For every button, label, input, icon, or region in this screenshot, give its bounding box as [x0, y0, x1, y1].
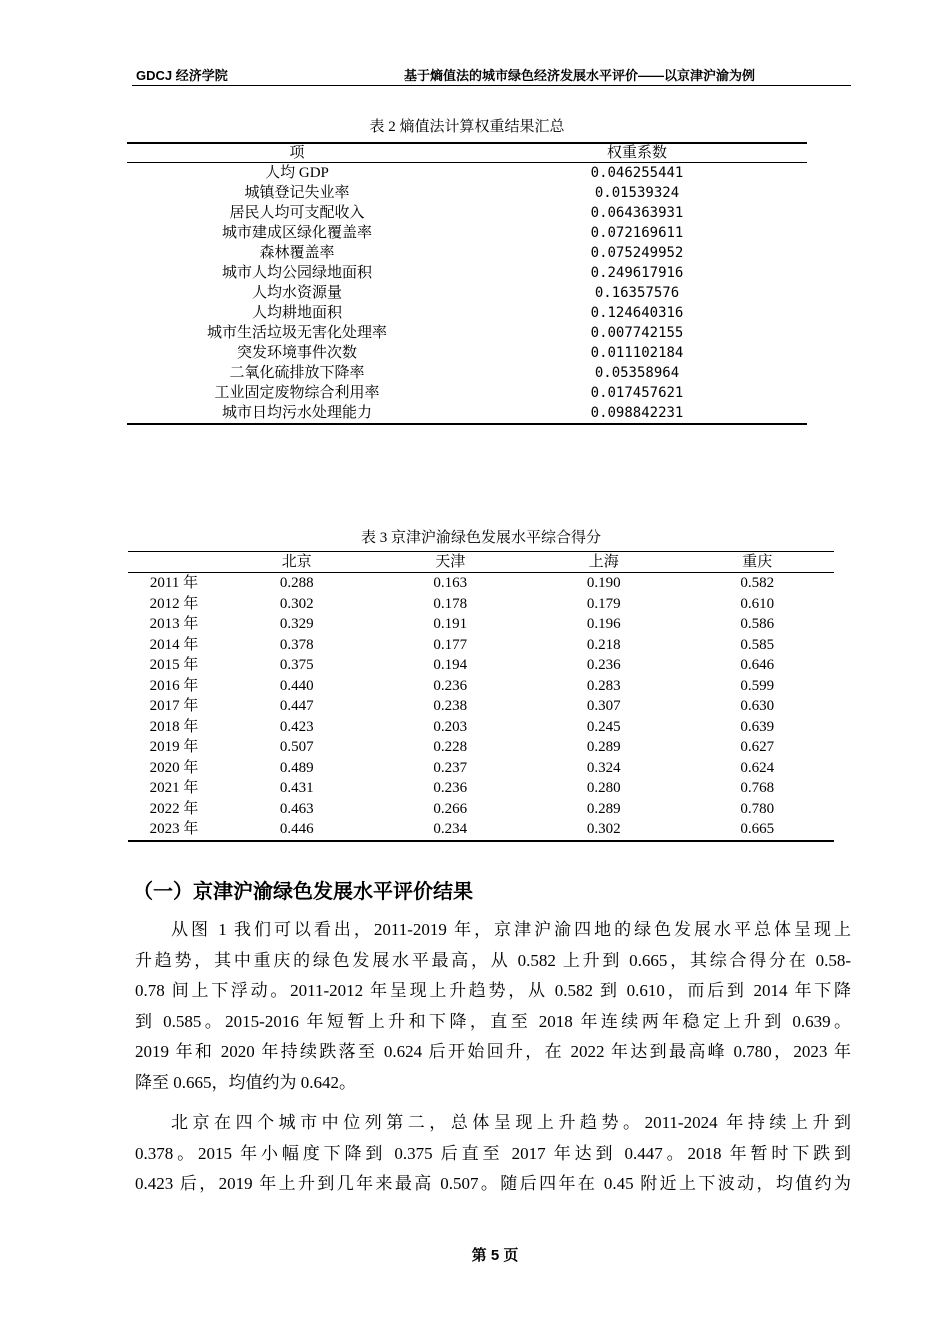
table2-item-cell: 森林覆盖率 [259, 245, 335, 261]
table-row [128, 676, 834, 697]
table2-col-weight: 权重系数 [467, 143, 807, 163]
table-row [128, 573, 834, 594]
table2-weight-cell: 0.075249952 [590, 245, 684, 261]
table-row [128, 758, 834, 779]
table3-shanghai-cell: 0.302 [586, 821, 621, 838]
table3-tianjin-cell: 0.236 [433, 780, 468, 797]
table3-chongqing-cell: 0.665 [740, 821, 775, 838]
table3-chongqing-cell: 0.780 [740, 800, 775, 817]
table3-shanghai-cell: 0.280 [586, 780, 621, 797]
table-row [127, 343, 807, 363]
table2-weight-cell: 0.072169611 [590, 225, 684, 241]
table3-header-row [128, 552, 834, 573]
table-row [128, 696, 834, 717]
table-row [127, 223, 807, 243]
table3-tianjin-cell: 0.266 [433, 800, 468, 817]
table2-item-cell: 城镇登记失业率 [244, 185, 350, 201]
header-left-text: GDCJ 经济学院 [136, 68, 228, 83]
table2-caption: 表 2 熵值法计算权重结果汇总 [369, 119, 565, 135]
table3-shanghai-cell: 0.289 [586, 800, 621, 817]
table3-col-chongqing: 重庆 [681, 552, 835, 573]
table3-shanghai-cell: 0.218 [586, 636, 621, 653]
table-row [128, 799, 834, 820]
table3-shanghai-cell: 0.236 [586, 657, 621, 674]
table2-weight-cell: 0.124640316 [590, 305, 684, 321]
paragraph-line: 升趋势，其中重庆的绿色发展水平最高，从 0.582 上升到 0.665，其综合得分在 0.58- [135, 950, 851, 970]
table-row [127, 183, 807, 203]
table3-year-cell: 2014 年 [149, 636, 199, 653]
table3-shanghai-cell: 0.307 [586, 698, 621, 715]
table-row [128, 655, 834, 676]
paragraph-line: 北京在四个城市中位列第二，总体呈现上升趋势。2011-2024 年持续上升到 [171, 1113, 851, 1132]
table3-beijing-cell: 0.489 [279, 759, 314, 776]
table3-chongqing-cell: 0.627 [740, 739, 775, 756]
table3-beijing-cell: 0.440 [279, 677, 314, 694]
table-row [128, 737, 834, 758]
table-row [128, 717, 834, 738]
paragraph-2 [135, 1108, 851, 1200]
table3-chongqing-cell: 0.599 [740, 677, 775, 694]
table3-col-year [128, 552, 220, 573]
table3-tianjin-cell: 0.177 [433, 636, 468, 653]
table3-col-beijing: 北京 [220, 552, 374, 573]
paragraph-1 [135, 915, 851, 1099]
table3-chongqing-cell: 0.768 [740, 780, 775, 797]
table3-col-shanghai: 上海 [527, 552, 681, 573]
table2-weight-cell: 0.16357576 [594, 285, 680, 301]
table3-year-cell: 2023 年 [149, 821, 199, 838]
table2-item-cell: 居民人均可支配收入 [229, 205, 365, 221]
table2-item-cell: 城市日均污水处理能力 [221, 405, 372, 421]
table2-weight-cell: 0.011102184 [590, 345, 684, 361]
table3-year-cell: 2015 年 [149, 657, 199, 674]
table3-beijing-cell: 0.302 [279, 595, 314, 612]
table3-body [128, 573, 834, 841]
table3-shanghai-cell: 0.245 [586, 718, 621, 735]
table3-shanghai-cell: 0.289 [586, 739, 621, 756]
table3-year-cell: 2020 年 [149, 759, 199, 776]
table-row [128, 819, 834, 841]
paragraph-line: 0.378。2015 年小幅度下降到 0.375 后直至 2017 年达到 0.447。2018 年暂时下跌到 [135, 1143, 851, 1163]
table2-weights [127, 142, 807, 425]
table3-year-cell: 2018 年 [149, 718, 199, 735]
table3-beijing-cell: 0.507 [279, 739, 314, 756]
table3-year-cell: 2019 年 [149, 739, 199, 756]
table3-chongqing-cell: 0.624 [740, 759, 775, 776]
table2-weight-cell: 0.05358964 [594, 365, 680, 381]
table3-beijing-cell: 0.378 [279, 636, 314, 653]
table2-weight-cell: 0.01539324 [594, 185, 680, 201]
table3-tianjin-cell: 0.238 [433, 698, 468, 715]
table-row [127, 243, 807, 263]
table2-item-cell: 人均 GDP [265, 165, 329, 181]
table3-shanghai-cell: 0.283 [586, 677, 621, 694]
table2-item-cell: 工业固定废物综合利用率 [214, 385, 380, 401]
table3-beijing-cell: 0.288 [279, 575, 314, 592]
table3-year-cell: 2011 年 [149, 575, 199, 592]
table-row [127, 203, 807, 223]
table2-item-cell: 城市建成区绿化覆盖率 [221, 225, 372, 241]
table3-shanghai-cell: 0.190 [586, 575, 621, 592]
table3-beijing-cell: 0.375 [279, 657, 314, 674]
paragraph-line: 降至 0.665，均值约为 0.642。 [135, 1072, 356, 1092]
paragraph-line: 从图 1 我们可以看出，2011-2019 年，京津沪渝四地的绿色发展水平总体呈现上 [171, 920, 851, 939]
table3-tianjin-cell: 0.236 [433, 677, 468, 694]
paragraph-line: 到 0.585。2015-2016 年短暂上升和下降，直至 2018 年连续两年稳定上升到 0.639。 [135, 1011, 851, 1031]
table-row [127, 383, 807, 403]
table-row [127, 363, 807, 383]
table2-weight-cell: 0.007742155 [590, 325, 684, 341]
section-heading: （一）京津沪渝绿色发展水平评价结果 [133, 879, 473, 903]
table3-beijing-cell: 0.423 [279, 718, 314, 735]
table3-beijing-cell: 0.329 [279, 616, 314, 633]
table2-weight-cell: 0.249617916 [590, 265, 684, 281]
table2-weight-cell: 0.046255441 [590, 165, 684, 181]
table3-tianjin-cell: 0.237 [433, 759, 468, 776]
table3-tianjin-cell: 0.163 [433, 575, 468, 592]
table3-tianjin-cell: 0.191 [433, 616, 468, 633]
table3-beijing-cell: 0.446 [279, 821, 314, 838]
table3-tianjin-cell: 0.194 [433, 657, 468, 674]
table3-beijing-cell: 0.431 [279, 780, 314, 797]
table3-chongqing-cell: 0.639 [740, 718, 775, 735]
table3-chongqing-cell: 0.630 [740, 698, 775, 715]
table3-shanghai-cell: 0.196 [586, 616, 621, 633]
table3-year-cell: 2012 年 [149, 595, 199, 612]
table2-body [127, 163, 807, 425]
table3-year-cell: 2016 年 [149, 677, 199, 694]
table3-year-cell: 2021 年 [149, 780, 199, 797]
table3-chongqing-cell: 0.582 [740, 575, 775, 592]
table3-tianjin-cell: 0.228 [433, 739, 468, 756]
table3-year-cell: 2013 年 [149, 616, 199, 633]
header-rule [132, 85, 851, 86]
table2-col-item: 项 [127, 143, 467, 163]
table3-shanghai-cell: 0.179 [586, 595, 621, 612]
table2-header-row [127, 143, 807, 163]
table-row [127, 163, 807, 184]
table2-weight-cell: 0.017457621 [590, 385, 684, 401]
table3-tianjin-cell: 0.234 [433, 821, 468, 838]
table-row [127, 323, 807, 343]
table-row [128, 635, 834, 656]
table3-year-cell: 2017 年 [149, 698, 199, 715]
table3-beijing-cell: 0.463 [279, 800, 314, 817]
table3-tianjin-cell: 0.203 [433, 718, 468, 735]
table-row [127, 403, 807, 424]
table-row [127, 283, 807, 303]
paragraph-line: 2019 年和 2020 年持续跌落至 0.624 后开始回升，在 2022 年达到最高峰 0.780，2023 年 [135, 1042, 851, 1062]
table2-item-cell: 城市生活垃圾无害化处理率 [206, 325, 387, 341]
table3-shanghai-cell: 0.324 [586, 759, 621, 776]
table3-col-tianjin: 天津 [374, 552, 528, 573]
paragraph-line: 0.78 间上下浮动。2011-2012 年呈现上升趋势，从 0.582 到 0.610，而后到 2014 年下降 [135, 981, 851, 1001]
table3-scores [128, 551, 834, 842]
header-title-text: 基于熵值法的城市绿色经济发展水平评价——以京津沪渝为例 [404, 68, 756, 83]
table2-item-cell: 人均耕地面积 [251, 305, 342, 321]
table3-chongqing-cell: 0.585 [740, 636, 775, 653]
table3-chongqing-cell: 0.610 [740, 595, 775, 612]
table3-caption: 表 3 京津沪渝绿色发展水平综合得分 [360, 530, 601, 546]
table-row [127, 303, 807, 323]
table-row [127, 263, 807, 283]
page-number: 第 5 页 [471, 1247, 519, 1264]
table3-chongqing-cell: 0.586 [740, 616, 775, 633]
table2-item-cell: 二氧化硫排放下降率 [229, 365, 365, 381]
table2-weight-cell: 0.098842231 [590, 405, 684, 421]
table-row [128, 614, 834, 635]
table-row [128, 778, 834, 799]
table2-item-cell: 人均水资源量 [251, 285, 342, 301]
table-row [128, 594, 834, 615]
table2-weight-cell: 0.064363931 [590, 205, 684, 221]
table3-tianjin-cell: 0.178 [433, 595, 468, 612]
table3-chongqing-cell: 0.646 [740, 657, 775, 674]
paragraph-line: 0.423 后，2019 年上升到几年来最高 0.507。随后四年在 0.45 附近上下波动，均值约为 [135, 1174, 851, 1194]
table2-item-cell: 突发环境事件次数 [236, 345, 357, 361]
table3-year-cell: 2022 年 [149, 800, 199, 817]
table3-beijing-cell: 0.447 [279, 698, 314, 715]
table2-item-cell: 城市人均公园绿地面积 [221, 265, 372, 281]
